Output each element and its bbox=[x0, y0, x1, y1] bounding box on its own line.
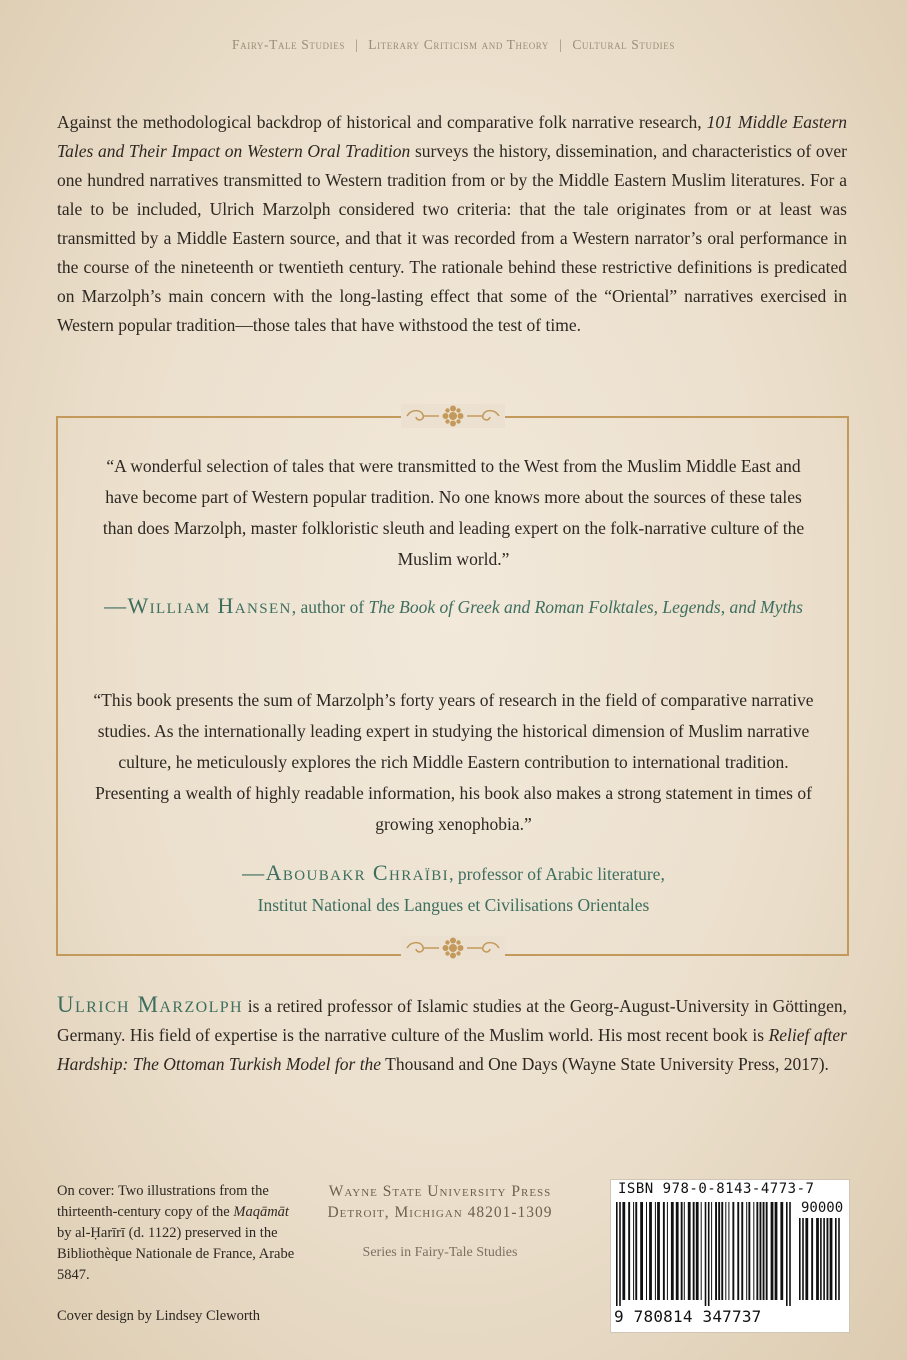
isbn-label: ISBN 978-0-8143-4773-7 bbox=[618, 1181, 815, 1197]
publisher-name: Wayne State University Press bbox=[328, 1183, 552, 1200]
top-ornament-icon bbox=[401, 404, 505, 428]
barcode-bar bbox=[766, 1202, 768, 1300]
series-bar bbox=[0, 37, 907, 53]
attribution-name: Aboubakr Chraïbi bbox=[265, 860, 450, 885]
barcode-bar bbox=[681, 1202, 683, 1300]
series-separator: | bbox=[354, 37, 359, 52]
blurb-quote-1: “A wonderful selection of tales that were transmitted to the West from the Muslim Middle East and have become part of Western popular tradition. No one knows more about the sources of these tales than does Marzolph, master folkloristic sleuth and leading expert on the folk-narrative culture of the Muslim world.” bbox=[102, 456, 805, 569]
barcode-bar bbox=[741, 1202, 743, 1300]
barcode-bar bbox=[657, 1202, 660, 1300]
credit-line-2: by al-Ḥarīrī (d. 1122) preserved in the Bibliothèque Nationale de France, Arabe 5847. bbox=[57, 1225, 295, 1283]
barcode-bar bbox=[802, 1218, 804, 1300]
barcode-bar bbox=[786, 1202, 788, 1306]
barcode-bar bbox=[619, 1202, 621, 1306]
addon-barcode-icon bbox=[797, 1218, 843, 1306]
barcode-bar bbox=[667, 1202, 668, 1300]
blurb-attribution-2 bbox=[60, 857, 847, 921]
cover-credit bbox=[57, 1181, 297, 1286]
barcode-bar bbox=[728, 1202, 729, 1300]
barcode-bar bbox=[633, 1202, 634, 1300]
blurb-attribution-1 bbox=[60, 590, 847, 623]
barcode-bar bbox=[640, 1202, 643, 1300]
barcode-bar bbox=[711, 1202, 712, 1300]
barcode-bar bbox=[756, 1202, 758, 1300]
barcode-bar bbox=[737, 1202, 739, 1300]
barcode-bar bbox=[715, 1202, 717, 1300]
attribution-institution: Institut National des Langues et Civilisations Orientales bbox=[257, 895, 650, 915]
barcode-bar bbox=[684, 1202, 685, 1300]
barcode-bar bbox=[763, 1202, 765, 1300]
barcode-bar bbox=[746, 1202, 747, 1300]
publisher-series: Series in Fairy-Tale Studies bbox=[362, 1245, 518, 1260]
author-bio bbox=[57, 990, 847, 1079]
barcode-bar bbox=[646, 1202, 647, 1300]
barcode-bar bbox=[780, 1202, 783, 1300]
barcode-bar bbox=[830, 1218, 833, 1300]
barcode-bar bbox=[696, 1202, 699, 1300]
series-separator: | bbox=[559, 37, 563, 52]
barcode-bar bbox=[805, 1218, 808, 1300]
barcode-bar bbox=[649, 1202, 652, 1300]
barcode-bar bbox=[816, 1218, 819, 1300]
bio-book-roman: Thousand and One Days (Wayne State University Press, 2017). bbox=[381, 1054, 829, 1074]
publisher-address: Detroit, Michigan 48201-1309 bbox=[327, 1204, 553, 1221]
barcode-bar bbox=[799, 1218, 801, 1300]
barcode-bar bbox=[635, 1202, 637, 1300]
barcode-graphic bbox=[614, 1202, 794, 1311]
barcode-bar bbox=[708, 1202, 710, 1306]
barcode-bar bbox=[789, 1202, 791, 1306]
description-body: surveys the history, dissemination, and characteristics of over one hundred narratives transmitted to Western tradition from or by the Middle Eastern Muslim literatures. For a tale to be included, Ulrich Marzolph considered two criteria: that the tale originates from or at least was transmitted by a Middle Eastern source, and that it was recorded from a Western narrator’s oral performance in the course of the nineteenth or twentieth century. The rationale behind these restrictive definitions is predicated on Marzolph’s main concern with the long-lasting effect that some of the “Oriental” narratives exercised in Western popular tradition—those tales that have withstood the test of time. bbox=[57, 141, 847, 335]
attribution-dash: — bbox=[104, 593, 128, 618]
barcode-bar bbox=[820, 1218, 822, 1300]
bio-book-italic: Relief after Hardship: The Ottoman Turkish Model for the bbox=[57, 1025, 847, 1074]
attribution-role: , professor of Arabic literature, bbox=[449, 864, 665, 884]
barcode-bar bbox=[705, 1202, 707, 1306]
addon-barcode-graphic bbox=[797, 1218, 843, 1311]
barcode-addon-number: 90000 bbox=[801, 1200, 844, 1216]
blurb-quote-2: “This book presents the sum of Marzolph’s forty years of research in the field of comparative narrative studies. As the internationally leading expert in studying the historical dimension of Muslim narrative culture, he meticulously explores the rich Middle Eastern contribution to international tradition. Presenting a wealth of highly readable information, his book also makes a strong statement in times of growing xenophobia.” bbox=[93, 690, 814, 834]
barcode-bar bbox=[760, 1202, 762, 1300]
barcode-bar bbox=[676, 1202, 679, 1300]
barcode-bar bbox=[827, 1218, 829, 1300]
series-item-cultural: Cultural Studies bbox=[572, 37, 675, 52]
attribution-role: , author of bbox=[291, 597, 369, 617]
barcode-bar bbox=[721, 1202, 723, 1300]
barcode-bar bbox=[748, 1202, 750, 1300]
bottom-ornament-icon bbox=[401, 936, 505, 960]
barcode-bar bbox=[753, 1202, 754, 1300]
attribution-dash: — bbox=[242, 860, 266, 885]
barcode-bar bbox=[628, 1202, 630, 1300]
credit-work: Maqāmāt bbox=[233, 1204, 289, 1220]
publisher-block bbox=[300, 1181, 580, 1263]
barcode-bar bbox=[671, 1202, 674, 1300]
description-title: 101 Middle Eastern Tales and Their Impact on Western Oral Tradition bbox=[57, 112, 848, 161]
attribution-work: The Book of Greek and Roman Folktales, Legends, and Myths bbox=[368, 597, 803, 617]
credit-line-1: On cover: Two illustrations from the thirteenth-century copy of the bbox=[57, 1183, 269, 1220]
series-item-literary: Literary Criticism and Theory bbox=[368, 37, 550, 52]
barcode-bar bbox=[701, 1202, 702, 1300]
barcode-bar bbox=[693, 1202, 695, 1300]
barcode-bar bbox=[732, 1202, 734, 1300]
barcode-bar bbox=[811, 1218, 813, 1300]
bio-body: is a retired professor of Islamic studies at the Georg-August-University in Göttingen, Germany. His field of expertise is the narrative culture of the Muslim world. His most recent book is bbox=[57, 996, 847, 1045]
barcode-bar bbox=[655, 1202, 656, 1300]
attribution-name: William Hansen bbox=[127, 593, 292, 618]
series-item-fairy-tale: Fairy-Tale Studies bbox=[232, 37, 345, 52]
barcode-bar bbox=[835, 1218, 837, 1300]
cover-design-credit: Cover design by Lindsey Cleworth bbox=[57, 1308, 260, 1324]
ean-number: 9 780814 347737 bbox=[614, 1307, 762, 1326]
barcode-bar bbox=[823, 1218, 825, 1300]
barcode-bar bbox=[616, 1202, 618, 1306]
ean-barcode-icon bbox=[614, 1202, 794, 1306]
barcode-bar bbox=[838, 1218, 840, 1300]
barcode-bar bbox=[688, 1202, 691, 1300]
barcode-bar bbox=[775, 1202, 778, 1300]
description-intro: Against the methodological backdrop of historical and comparative folk narrative research, bbox=[57, 112, 707, 132]
barcode-bar bbox=[725, 1202, 726, 1300]
barcode-bar bbox=[718, 1202, 720, 1300]
book-description bbox=[57, 108, 847, 340]
barcode-bar bbox=[771, 1202, 774, 1300]
barcode-bar bbox=[622, 1202, 625, 1300]
barcode-bar bbox=[663, 1202, 665, 1300]
author-name: Ulrich Marzolph bbox=[57, 992, 244, 1017]
